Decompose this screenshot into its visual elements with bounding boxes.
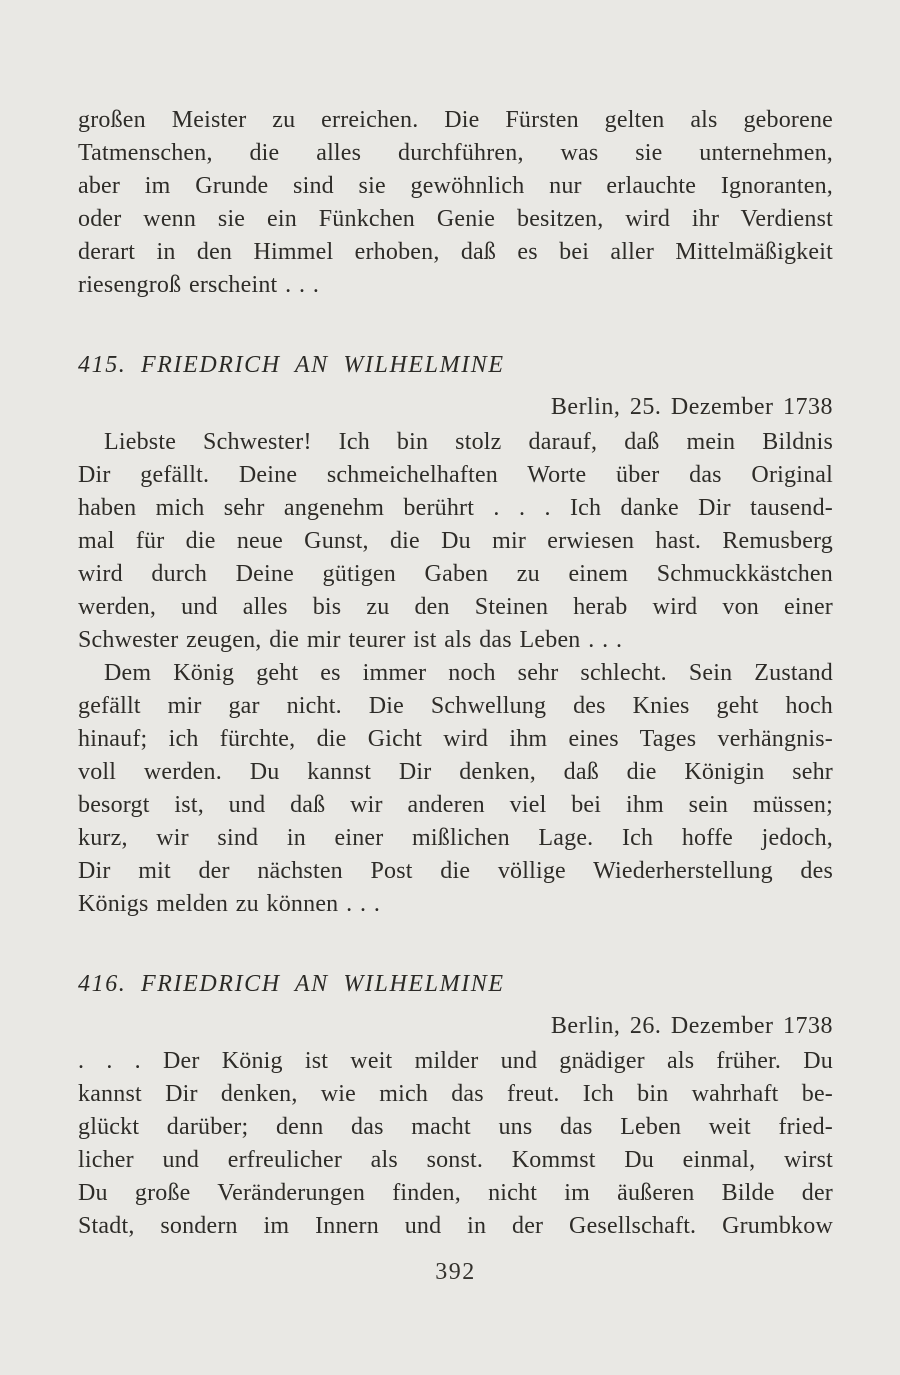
letter-415-heading: 415. FRIEDRICH AN WILHELMINE bbox=[78, 352, 505, 378]
text-line: mal für die neue Gunst, die Du mir erwiesen hast. Remusberg bbox=[78, 528, 833, 554]
text-line: kannst Dir denken, wie mich das freut. Ich bin wahrhaft be- bbox=[78, 1081, 833, 1107]
letter-415-paragraph-2 bbox=[78, 657, 833, 921]
text-line: kurz, wir sind in einer mißlichen Lage. Ich hoffe jedoch, bbox=[78, 825, 833, 851]
text-line: Schwester zeugen, die mir teurer ist als das Leben . . . bbox=[78, 627, 623, 653]
text-line: Königs melden zu können . . . bbox=[78, 891, 381, 917]
text-line: aber im Grunde sind sie gewöhnlich nur erlauchte Ignoranten, bbox=[78, 173, 833, 199]
text-line: voll werden. Du kannst Dir denken, daß die Königin sehr bbox=[78, 759, 833, 785]
letter-415-dateline: Berlin, 25. Dezember 1738 bbox=[550, 394, 833, 420]
text-line: wird durch Deine gütigen Gaben zu einem Schmuckkästchen bbox=[78, 561, 833, 587]
text-line: haben mich sehr angenehm berührt . . . Ich danke Dir tausend- bbox=[78, 495, 833, 521]
text-line: Stadt, sondern im Innern und in der Gesellschaft. Grumbkow bbox=[78, 1213, 833, 1239]
text-line: Tatmenschen, die alles durchführen, was sie unternehmen, bbox=[78, 140, 833, 166]
text-line: besorgt ist, und daß wir anderen viel bei ihm sein müssen; bbox=[78, 792, 833, 818]
text-line: derart in den Himmel erhoben, daß es bei aller Mittelmäßigkeit bbox=[78, 239, 833, 265]
letter-416-heading: 416. FRIEDRICH AN WILHELMINE bbox=[78, 971, 505, 997]
text-line: hinauf; ich fürchte, die Gicht wird ihm eines Tages verhängnis- bbox=[78, 726, 833, 752]
text-line: oder wenn sie ein Fünkchen Genie besitzen, wird ihr Verdienst bbox=[78, 206, 833, 232]
letter-416-paragraph-1 bbox=[78, 1045, 833, 1243]
text-line: . . . Der König ist weit milder und gnädiger als früher. Du bbox=[78, 1048, 833, 1074]
text-line: glückt darüber; denn das macht uns das Leben weit fried- bbox=[78, 1114, 833, 1140]
letter-415-paragraph-1 bbox=[78, 426, 833, 657]
text-line: licher und erfreulicher als sonst. Kommst Du einmal, wirst bbox=[78, 1147, 833, 1173]
letter-416-dateline: Berlin, 26. Dezember 1738 bbox=[550, 1013, 833, 1039]
text-line: werden, und alles bis zu den Steinen herab wird von einer bbox=[78, 594, 833, 620]
text-line: großen Meister zu erreichen. Die Fürsten gelten als geborene bbox=[78, 107, 833, 133]
text-line: Liebste Schwester! Ich bin stolz darauf, daß mein Bildnis bbox=[104, 429, 833, 455]
text-line: Du große Veränderungen finden, nicht im äußeren Bilde der bbox=[78, 1180, 833, 1206]
text-line: Dir mit der nächsten Post die völlige Wiederherstellung des bbox=[78, 858, 833, 884]
text-line: Dir gefällt. Deine schmeichelhaften Worte über das Original bbox=[78, 462, 833, 488]
text-line: gefällt mir gar nicht. Die Schwellung des Knies geht hoch bbox=[78, 693, 833, 719]
letter-415 bbox=[78, 348, 833, 921]
page-number: 392 bbox=[435, 1259, 476, 1285]
paragraph-continuation bbox=[78, 104, 833, 302]
letter-416 bbox=[78, 967, 833, 1243]
text-line: Dem König geht es immer noch sehr schlecht. Sein Zustand bbox=[104, 660, 833, 686]
text-line: riesengroß erscheint . . . bbox=[78, 272, 320, 298]
text-block bbox=[78, 104, 833, 1286]
